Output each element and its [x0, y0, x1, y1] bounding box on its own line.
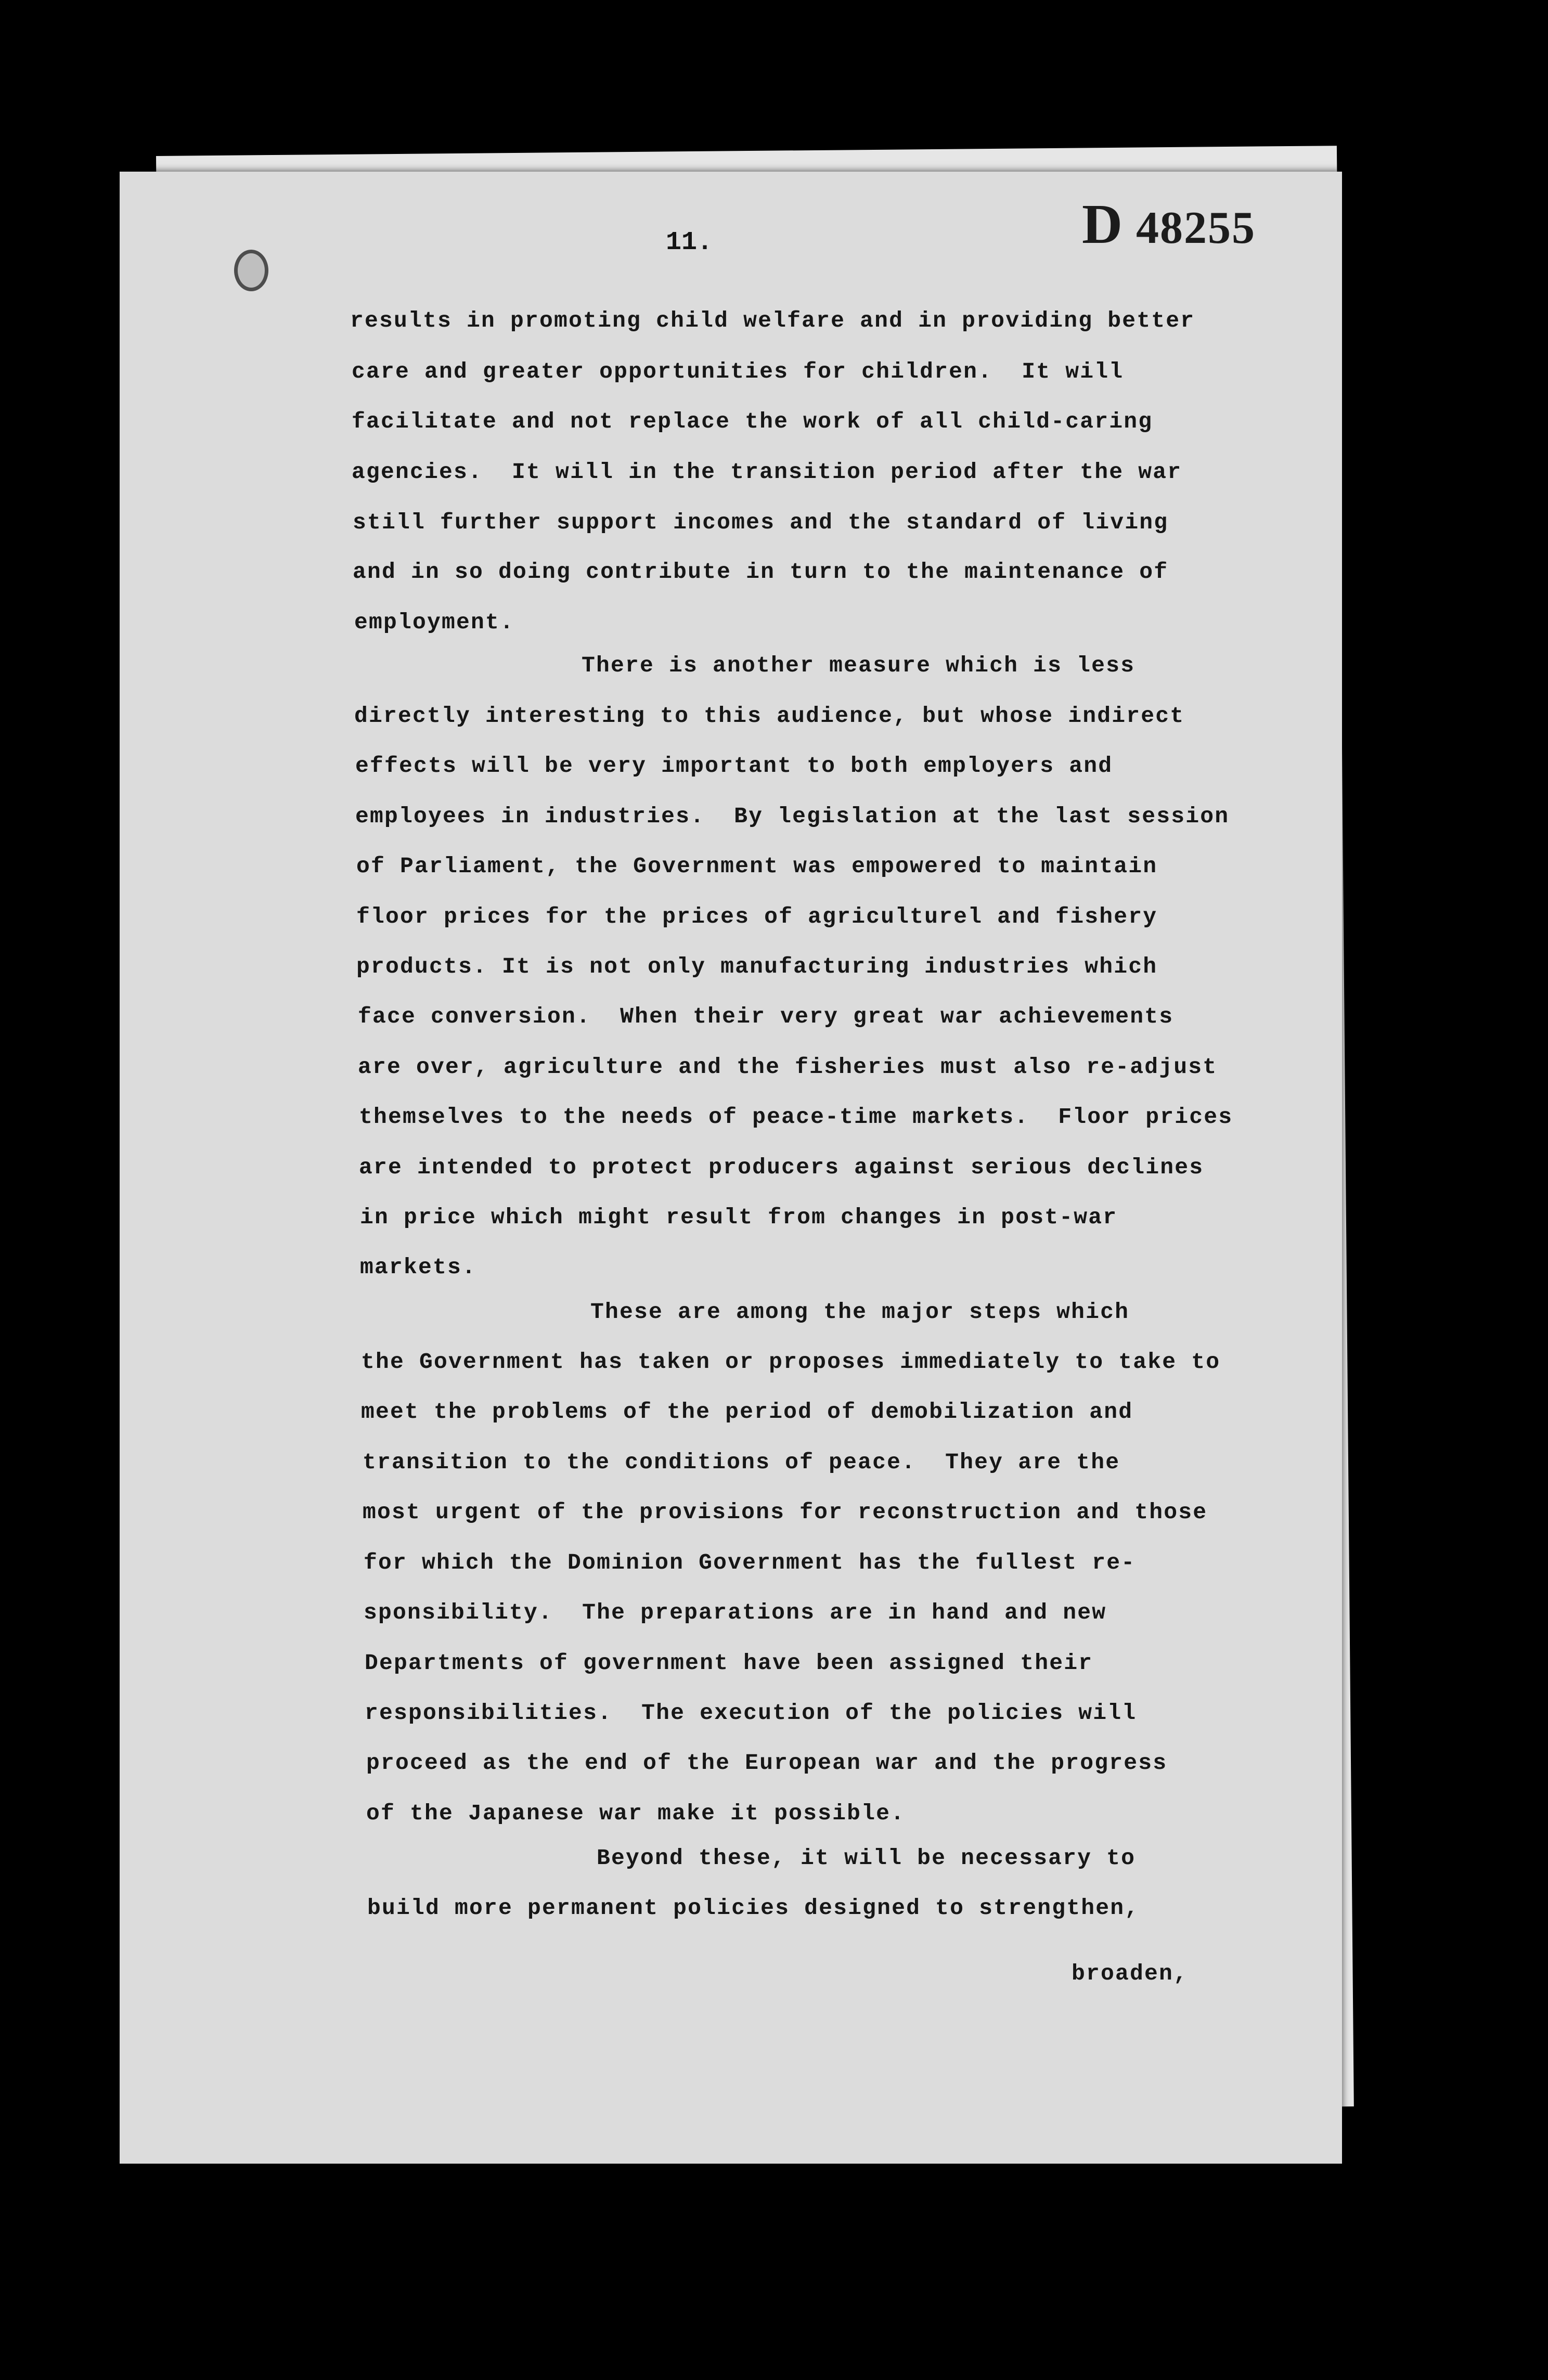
text-line-26: for which the Dominion Government has the fullest re- — [364, 1550, 1136, 1575]
text-line-13: floor prices for the prices of agriculturel and fishery — [356, 904, 1158, 929]
text-line-7: employment. — [354, 610, 515, 635]
text-line-10: effects will be very important to both employers and — [355, 753, 1113, 779]
text-line-27: sponsibility. The preparations are in hand and new — [364, 1600, 1107, 1625]
text-line-18: are intended to protect producers against serious declines — [359, 1155, 1204, 1180]
text-line-3: facilitate and not replace the work of all child-caring — [352, 409, 1153, 434]
text-line-17: themselves to the needs of peace-time markets. Floor prices — [359, 1104, 1233, 1130]
document-page — [120, 172, 1342, 2164]
text-line-5: still further support incomes and the standard of living — [353, 510, 1169, 535]
text-line-30: proceed as the end of the European war and the progress — [366, 1750, 1168, 1776]
text-line-28: Departments of government have been assigned their — [365, 1650, 1093, 1676]
text-line-12: of Parliament, the Government was empowered to maintain — [356, 853, 1158, 879]
text-line-6: and in so doing contribute in turn to the maintenance of — [353, 559, 1169, 585]
text-line-24: transition to the conditions of peace. They are the — [363, 1450, 1120, 1475]
document-id-number: 48255 — [1136, 203, 1256, 253]
punch-hole — [234, 250, 268, 291]
text-line-23: meet the problems of the period of demobilization and — [361, 1399, 1133, 1425]
catchword-next-page: broaden, — [1072, 1961, 1189, 1986]
text-line-8: There is another measure which is less — [582, 653, 1136, 678]
text-line-29: responsibilities. The execution of the policies will — [365, 1700, 1137, 1726]
text-line-2: care and greater opportunities for children. It will — [352, 359, 1124, 384]
text-line-19: in price which might result from changes in post-war — [360, 1205, 1118, 1230]
text-line-9: directly interesting to this audience, but whose indirect — [354, 703, 1185, 729]
text-line-33: build more permanent policies designed to strengthen, — [367, 1895, 1140, 1921]
page-number: 11. — [666, 228, 713, 257]
text-line-25: most urgent of the provisions for reconstruction and those — [363, 1499, 1208, 1525]
text-line-1: results in promoting child welfare and in providing better — [350, 308, 1195, 333]
text-line-31: of the Japanese war make it possible. — [366, 1801, 906, 1826]
text-line-20: markets. — [360, 1254, 477, 1280]
text-line-16: are over, agriculture and the fisheries must also re-adjust — [358, 1054, 1218, 1080]
document-id-prefix: D — [1082, 193, 1123, 255]
text-line-15: face conversion. When their very great war achievements — [358, 1004, 1174, 1029]
text-line-14: products. It is not only manufacturing industries which — [356, 954, 1158, 979]
text-line-4: agencies. It will in the transition period after the war — [352, 459, 1182, 485]
text-line-11: employees in industries. By legislation at the last session — [355, 804, 1230, 829]
text-line-32: Beyond these, it will be necessary to — [597, 1845, 1136, 1871]
document-id-stamp — [1082, 192, 1256, 257]
text-line-22: the Government has taken or proposes immediately to take to — [361, 1349, 1221, 1375]
text-line-21: These are among the major steps which — [590, 1299, 1130, 1325]
